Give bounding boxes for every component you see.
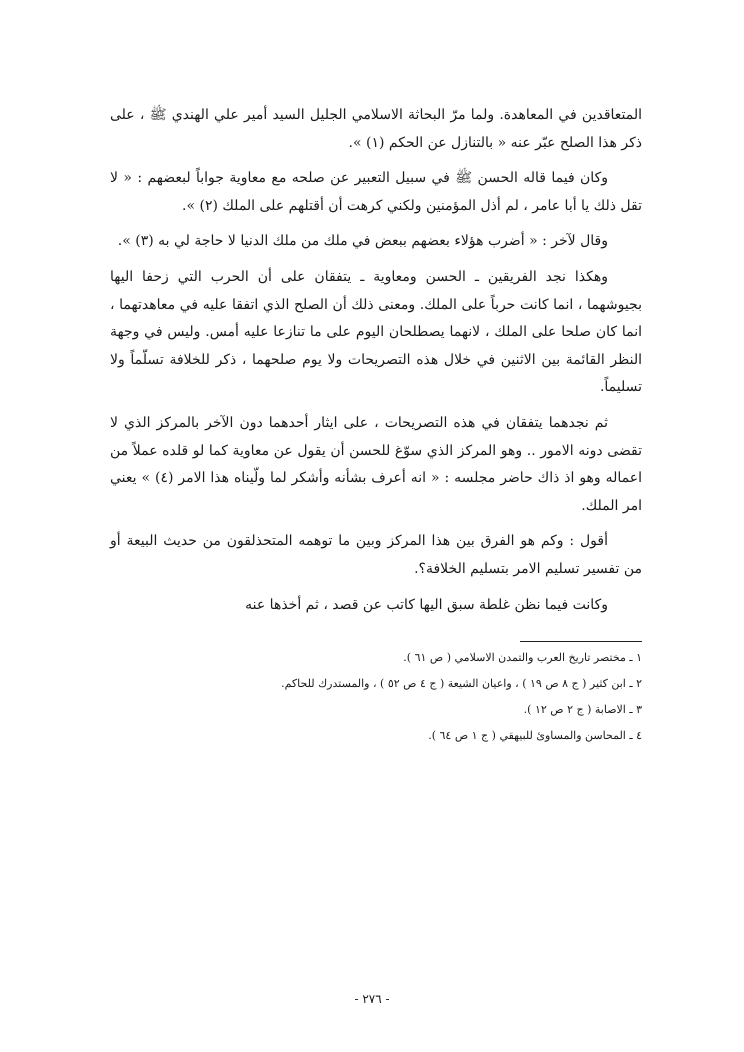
footnote-3: ٣ ـ الاصابة ( ج ٢ ص ١٢ ). <box>523 703 642 717</box>
paragraph: ثم نجدهما يتفقان في هذه التصريحات ، على ايثار أحدهما دون الآخر بالمركز الذي لا تقضى دونه الامور .. وهو المركز الذي سوّغ للحسن أن يقول عن معاوية كما لو قلده عملاً من اعماله وهو اذ ذاك حاضر مجلسه : « انه أعرف بشأنه وأشكر لما ولّيناه هذا الامر (٤) » يعني امر الملك. <box>110 414 642 514</box>
paragraph: أقول : وكم هو الفرق بين هذا المركز وبين ما توهمه المتحذلقون من حديث البيعة أو من تفسير تسليم الامر بتسليم الخلافة؟. <box>110 533 642 577</box>
footnote-separator-wrap <box>110 627 642 645</box>
paragraph: وقال لآخر : « أضرب هؤلاء بعضهم ببعض في ملك من ملك الدنيا لا حاجة لي به (٣) ». <box>117 233 608 250</box>
page-body <box>110 102 642 749</box>
paragraph: وكان فيما قاله الحسن ﷺ في سبيل التعبير عن صلحه مع معاوية جواباً لبعضهم : « لا تقل ذلك يا أبا عامر ، لم أذل المؤمنين ولكني كرهت أن أقتلهم على الملك (٢) ». <box>110 170 642 214</box>
paragraph: المتعاقدين في المعاهدة. ولما مرّ البحاثة الاسلامي الجليل السيد أمير علي الهندي ﷺ ، على ذكر هذا الصلح عبّر عنه « بالتنازل عن الحكم (١) ». <box>110 107 642 151</box>
footnote-separator <box>520 641 642 642</box>
paragraph: وهكذا نجد الفريقين ـ الحسن ومعاوية ـ يتفقان على أن الحرب التي زحفا اليها بجيوشهما ، انما كانت حرباً على الملك. ومعنى ذلك أن الصلح الذي اتفقا عليه في معاهدتهما ، انما كان صلحا على الملك ، لانهما يصطلحان اليوم على ما تنازعا عليه أمس. وليس في وجهة النظر القائمة بين الاثنين في خلال هذه التصريحات ولا يوم صلحهما ، ذكر للخلافة تسلّماً ولا تسليماً. <box>110 268 642 396</box>
footnote-2: ٢ ـ ابن كثير ( ج ٨ ص ١٩ ) ، واعيان الشيعة ( ج ٤ ص ٥٢ ) ، والمستدرك للحاكم. <box>281 677 642 691</box>
footnotes <box>110 645 642 749</box>
paragraph: وكانت فيما نظن غلطة سبق اليها كاتب عن قصد ، ثم أخذها عنه <box>245 596 608 613</box>
footnote-1: ١ ـ مختصر تاريخ العرب والتمدن الاسلامي ( ص ٦١ ). <box>403 651 642 665</box>
page-number: - ٢٧٦ - <box>354 992 390 1006</box>
footnote-4: ٤ ـ المحاسن والمساوئ للبيهقي ( ج ١ ص ٦٤ ). <box>428 729 642 743</box>
